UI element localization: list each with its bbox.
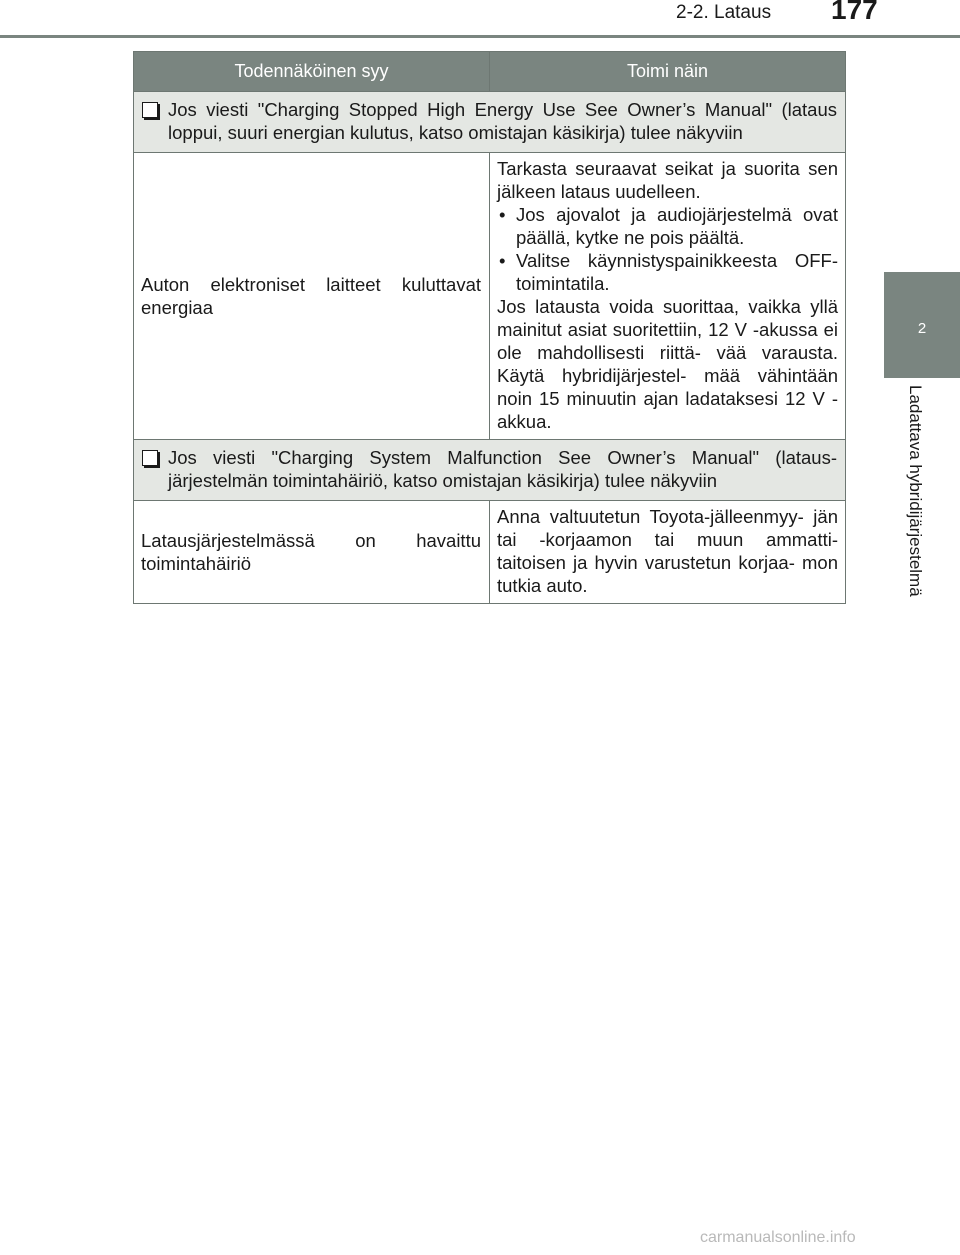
chapter-title: Ladattava hybridijärjestelmä [906, 385, 925, 597]
header-rule [0, 35, 960, 38]
table-header-row [134, 52, 846, 92]
checkbox-icon [142, 450, 158, 466]
bullet-item [497, 249, 838, 295]
watermark: carmanualsonline.info [700, 1229, 856, 1246]
chapter-tab [884, 272, 960, 378]
action-cell [490, 153, 846, 440]
bullet-icon: • [499, 204, 506, 225]
condition-text-wrap [142, 446, 837, 492]
condition-row [134, 92, 846, 153]
bullet-item [497, 203, 838, 249]
column-header-action: Toimi näin [490, 52, 846, 92]
chapter-number: 2 [917, 320, 927, 337]
condition-text-wrap [142, 98, 837, 144]
cause-cell [134, 501, 490, 604]
bullet-icon: • [499, 250, 506, 271]
bullet-text: Valitse käynnistyspainikkeesta OFF-toimintatila. [516, 250, 838, 294]
column-header-cause: Todennäköinen syy [134, 52, 490, 92]
condition-text: Jos viesti "Charging Stopped High Energy Use See Owner’s Manual" (lataus loppui, suuri energian kulutus, katso omistajan käsikirja) tulee näkyviin [168, 99, 837, 143]
table-row [134, 153, 846, 440]
action-intro: Tarkasta seuraavat seikat ja suorita sen jälkeen lataus uudelleen. [497, 158, 838, 202]
action-outro: Jos latausta voida suorittaa, vaikka yllä mainitut asiat suoritettiin, 12 V -akussa ei ole mahdollisesti riittä- vää varausta. Käytä hybridijärjestel- mää vähintään noin 15 minuutin ajan ladataksesi 12 V -akkua. [497, 296, 838, 432]
action-text: Anna valtuutetun Toyota-jälleenmyy- jän tai -korjaamon tai muun ammatti- taitoisen ja hyvin varustetun korjaa- mon tutkia auto. [497, 506, 838, 596]
checkbox-icon [142, 102, 158, 118]
table-row [134, 501, 846, 604]
condition-text: Jos viesti "Charging System Malfunction See Owner’s Manual" (lataus- järjestelmän toimintahäiriö, katso omistajan käsikirja) tulee näkyviin [168, 447, 837, 491]
cause-cell [134, 153, 490, 440]
page-header [0, 0, 960, 40]
action-cell [490, 501, 846, 604]
cause-text: Latausjärjestelmässä on havaittu toimintahäiriö [141, 530, 481, 574]
cause-text: Auton elektroniset laitteet kuluttavat energiaa [141, 274, 481, 318]
bullet-text: Jos ajovalot ja audiojärjestelmä ovat päällä, kytke ne pois päältä. [516, 204, 838, 248]
troubleshooting-table [133, 51, 846, 604]
condition-row [134, 440, 846, 501]
section-title: 2-2. Lataus [676, 2, 772, 23]
page-number: 177 [831, 0, 878, 25]
